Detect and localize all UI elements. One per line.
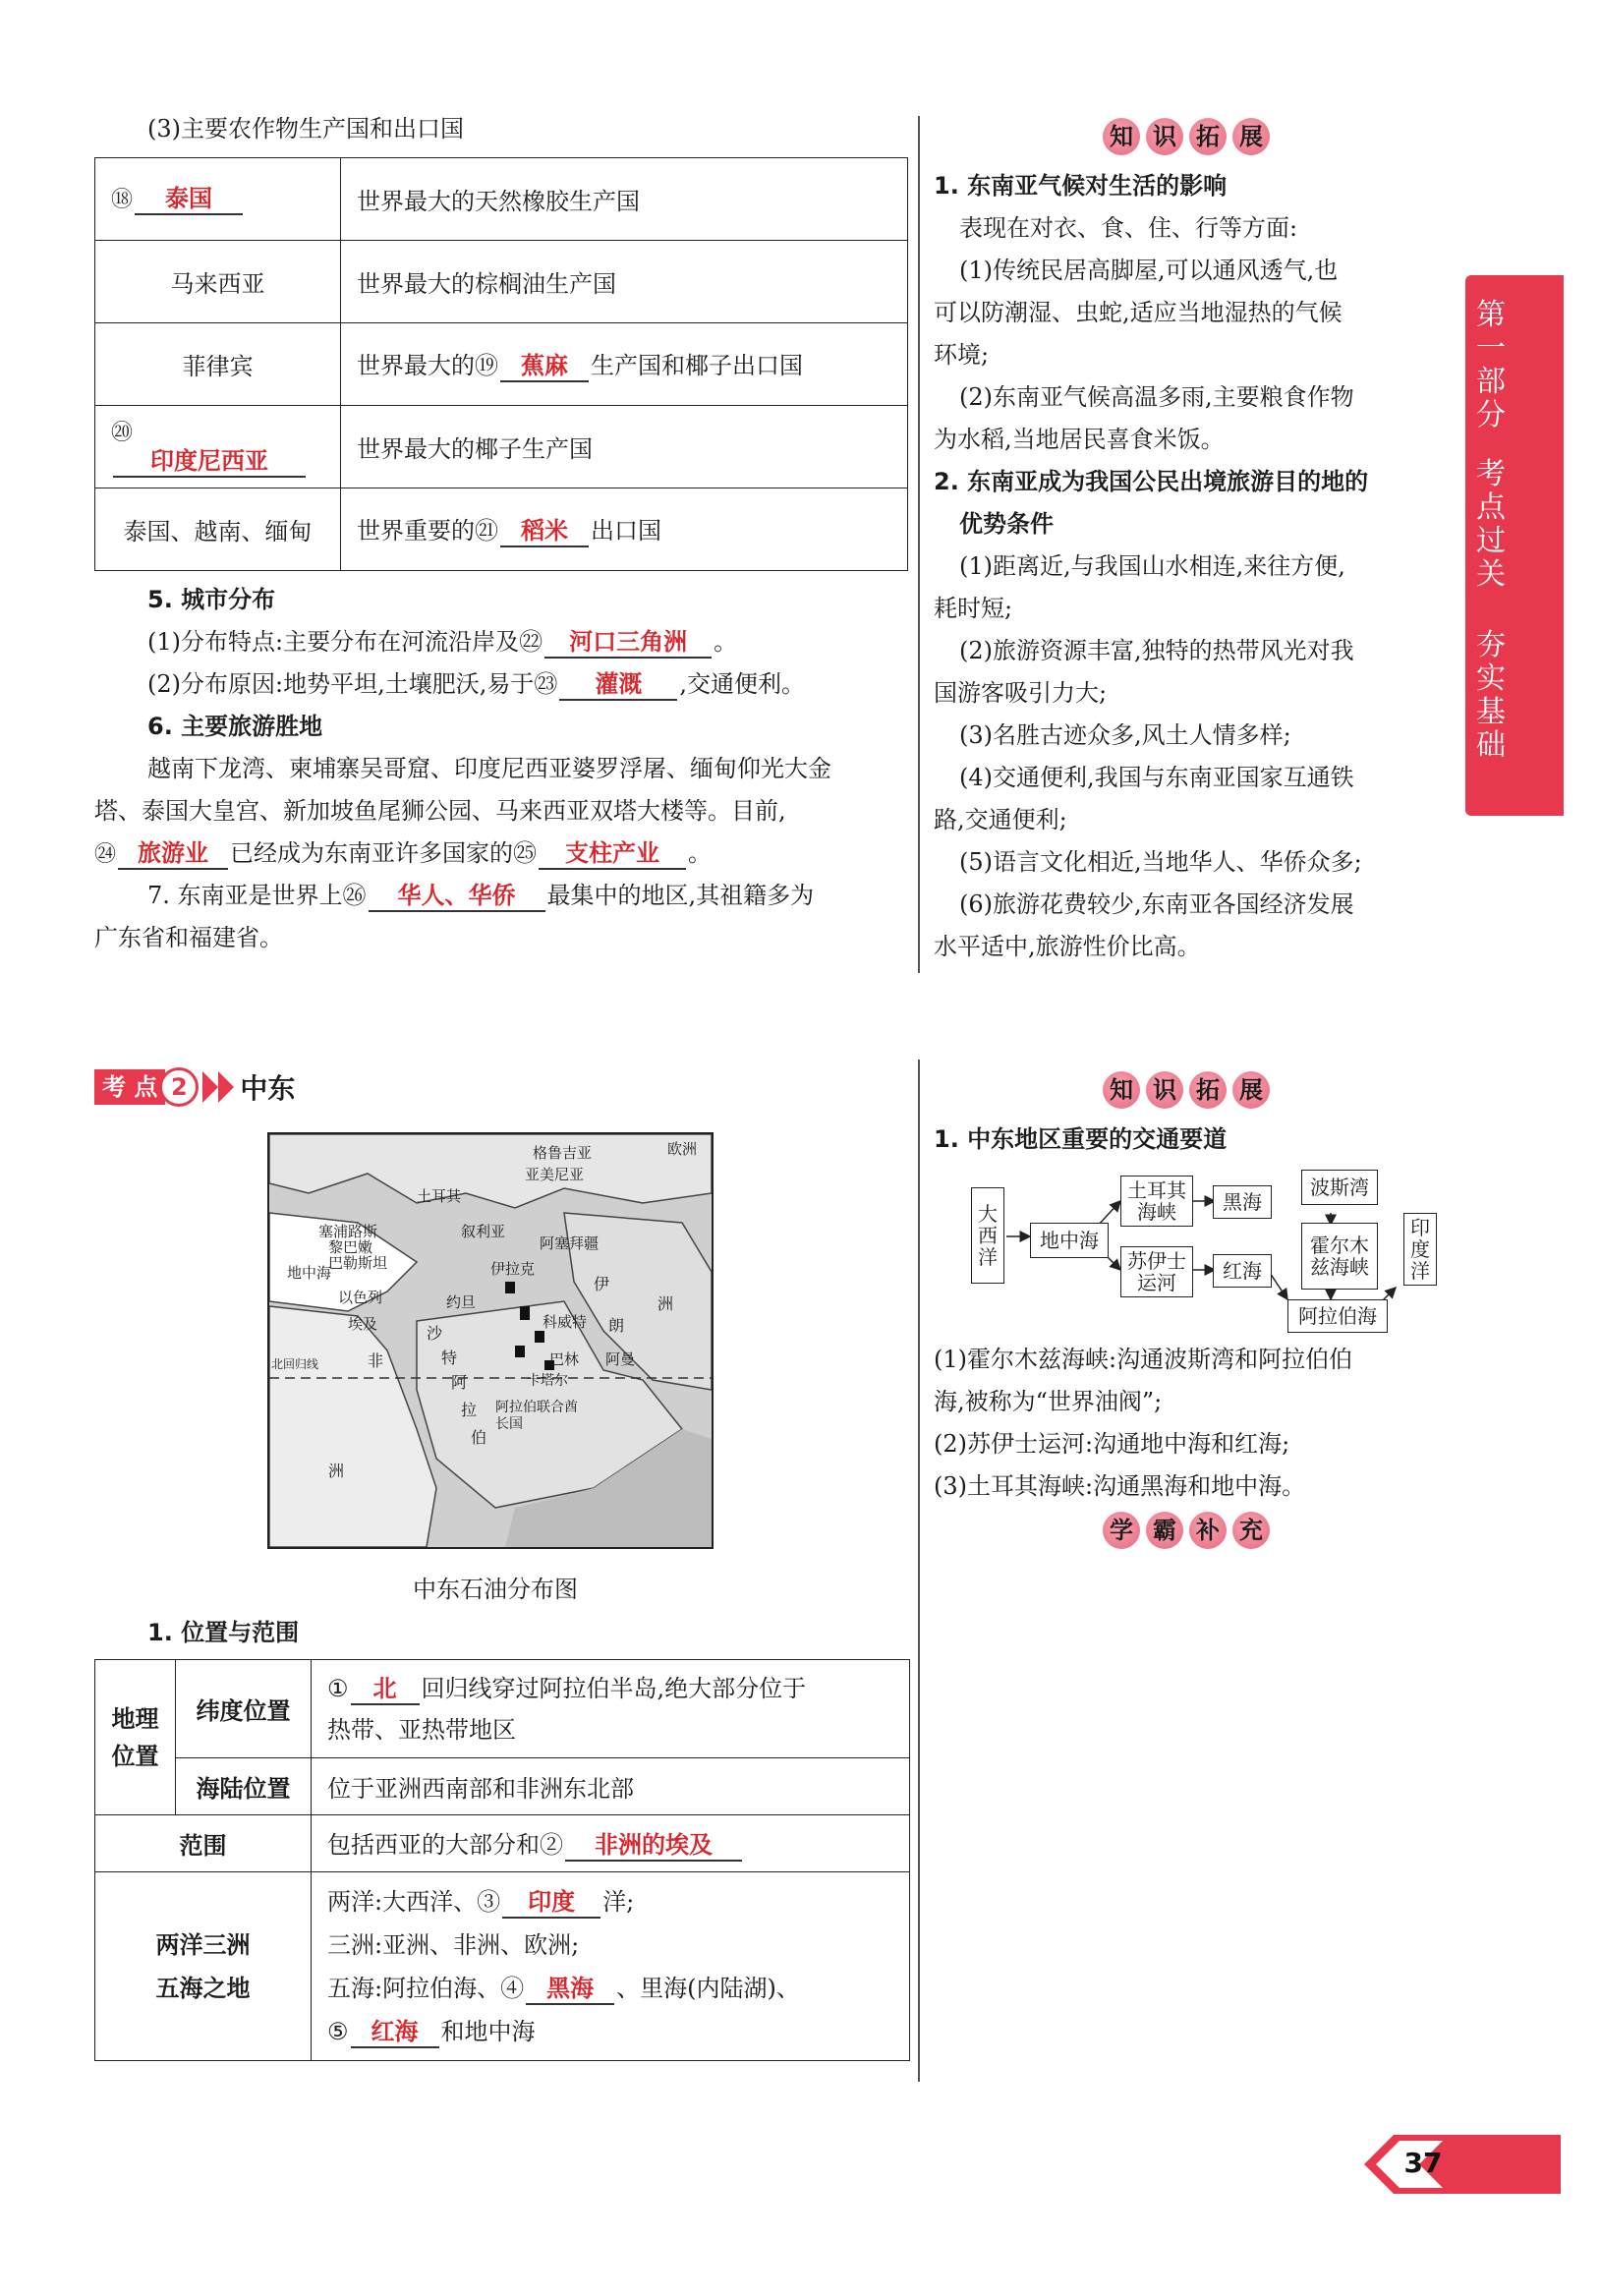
middle-east-oil-map: [267, 1132, 714, 1549]
map-label: 朗: [608, 1316, 625, 1335]
position-table: [94, 1659, 910, 2061]
note-line: 表现在对衣、食、住、行等方面:: [959, 214, 1298, 242]
table-row: [95, 1758, 910, 1815]
page-number: 37: [1403, 2147, 1443, 2179]
table-row: [95, 1815, 910, 1872]
map-label: 科威特: [543, 1313, 588, 1331]
map-label: 非: [368, 1351, 384, 1370]
table-row: [95, 241, 908, 323]
note-line: (1)传统民居高脚屋,可以通风透气,也: [959, 257, 1339, 284]
kaodian-label: 考 点: [94, 1069, 165, 1105]
badge-supplement: 学 霸 补 充: [1103, 1512, 1270, 1549]
note-line: 优势条件: [959, 510, 1054, 538]
flow-box-hormuz: 霍尔木兹海峡: [1301, 1223, 1378, 1290]
note-line: (2)东南亚气候高温多雨,主要粮食作物: [959, 383, 1354, 411]
map-label: 叙利亚: [461, 1223, 506, 1240]
table-row: [95, 1660, 910, 1758]
note-line: 1. 东南亚气候对生活的影响: [934, 172, 1228, 200]
five-seas-text: 两洋:大西洋、③ 印度 洋; 三洲:亚洲、非洲、欧洲; 五海:阿拉伯海、④ 黑海 、里海(内陆湖)、 ⑤ 红海 和地中海: [312, 1872, 910, 2061]
tour-line-2: 塔、泰国大皇宫、新加坡鱼尾狮公园、马来西亚双塔大楼等。目前,: [94, 797, 786, 825]
note-line: (2)旅游资源丰富,独特的热带风光对我: [959, 637, 1354, 664]
column-divider: [918, 116, 920, 973]
map-label: 沙: [427, 1324, 443, 1343]
map-graphic: [269, 1134, 712, 1547]
flow-box-atlantic: 大西洋: [971, 1187, 1004, 1284]
table-row: [95, 323, 908, 406]
city-line-1: (1)分布特点:主要分布在河流沿岸及㉒ 河口三角洲 。: [147, 621, 737, 663]
crop-cell-desc: 世界最大的棕榈油生产国: [341, 241, 908, 323]
lat-label: 纬度位置: [176, 1660, 312, 1758]
crop-cell-desc: 世界最大的椰子生产国: [341, 406, 908, 488]
note-line: (4)交通便利,我国与东南亚国家互通铁: [959, 764, 1354, 791]
sidebar-text-1: 第一部分: [1476, 298, 1506, 432]
crop-cell-country: 菲律宾: [95, 323, 341, 406]
note-line: 为水稻,当地居民喜食米饭。: [934, 426, 1225, 453]
note-line: 国游客吸引力大;: [934, 679, 1108, 707]
flow-box-med: 地中海: [1030, 1223, 1109, 1258]
crop-cell-country: ⑳印度尼西亚: [95, 406, 341, 488]
note-line: 水平适中,旅游性价比高。: [934, 933, 1201, 960]
map-label: 以色列: [338, 1289, 383, 1306]
map-label: 伯: [471, 1428, 487, 1447]
p7-line-2: 广东省和福建省。: [94, 924, 283, 951]
note-line: (6)旅游花费较少,东南亚各国经济发展: [959, 890, 1354, 918]
p7-line-1: 7. 东南亚是世界上㉖ 华人、华侨 最集中的地区,其祖籍多为: [147, 875, 814, 917]
range-text: 包括西亚的大部分和② 非洲的埃及: [312, 1815, 910, 1872]
map-label: 拉: [461, 1401, 478, 1419]
flow-box-turkey: 土耳其海峡: [1120, 1176, 1193, 1227]
note-line: 可以防潮湿、虫蛇,适应当地湿热的气候: [934, 299, 1343, 326]
map-label: 黎巴嫩: [328, 1238, 373, 1256]
crop-cell-country: 马来西亚: [95, 241, 341, 323]
note-line: 2. 东南亚成为我国公民出境旅游目的地的: [934, 468, 1369, 495]
crop-cell-country: 泰国、越南、缅甸: [95, 488, 341, 571]
map-label: 巴林: [549, 1350, 580, 1368]
double-arrow-icon: [200, 1069, 240, 1105]
tour-title: 6. 主要旅游胜地: [147, 713, 323, 740]
city-title: 5. 城市分布: [147, 586, 276, 613]
note-line: (1)距离近,与我国山水相连,来往方便,: [959, 552, 1345, 580]
map-label: 特: [441, 1349, 458, 1367]
map-label: 卡塔尔: [527, 1373, 568, 1389]
crop-cell-country: ⑱ 泰国: [95, 158, 341, 241]
sidebar-text-3: 夯实基础: [1476, 628, 1506, 763]
crop-subtitle: (3)主要农作物生产国和出口国: [147, 115, 464, 143]
map-label: 亚美尼亚: [525, 1166, 585, 1183]
sea-label: 海陆位置: [176, 1758, 312, 1815]
table-row: [95, 158, 908, 241]
map-label: 格鲁吉亚: [533, 1144, 593, 1162]
note-line: 海,被称为“世界油阀”;: [934, 1388, 1163, 1415]
map-label: 埃及: [348, 1315, 378, 1333]
map-label: 阿拉伯联合酋长国: [495, 1400, 578, 1432]
city-line-2: (2)分布原因:地势平坦,土壤肥沃,易于㉓ 灌溉 ,交通便利。: [147, 663, 805, 706]
crop-cell-desc: 世界最大的⑲ 蕉麻 生产国和椰子出口国: [341, 323, 908, 406]
table-row: [95, 488, 908, 571]
map-label: 伊: [594, 1275, 610, 1293]
crop-cell-desc: 世界重要的㉑ 稻米 出口国: [341, 488, 908, 571]
note-line: (3)名胜古迹众多,风土人情多样;: [959, 721, 1291, 749]
note-line: (2)苏伊士运河:沟通地中海和红海;: [934, 1430, 1290, 1458]
map-label: 阿曼: [605, 1350, 636, 1368]
sidebar-text-2: 考点过关: [1476, 457, 1506, 592]
table-row: [95, 1872, 910, 2061]
note-line: 环境;: [934, 341, 990, 369]
kaodian-header: [94, 1067, 295, 1107]
map-label: 塞浦路斯: [318, 1223, 378, 1240]
flow-box-black: 黑海: [1213, 1185, 1272, 1219]
map-label: 欧洲: [667, 1140, 698, 1158]
kaodian-title: 中东: [240, 1072, 296, 1105]
note-line: (5)语言文化相近,当地华人、华侨众多;: [959, 848, 1362, 876]
note-line: 路,交通便利;: [934, 806, 1067, 833]
crop-cell-desc: 世界最大的天然橡胶生产国: [341, 158, 908, 241]
note-line: (1)霍尔木兹海峡:沟通波斯湾和阿拉伯伯: [934, 1346, 1353, 1373]
position-title: 1. 位置与范围: [147, 1619, 300, 1646]
range-label: 范围: [95, 1815, 312, 1872]
map-label: 洲: [328, 1462, 345, 1480]
map-label: 阿: [451, 1373, 468, 1392]
tour-line-1: 越南下龙湾、柬埔寨吴哥窟、印度尼西亚婆罗浮屠、缅甸仰光大金: [147, 755, 831, 782]
table-row: [95, 406, 908, 488]
map-label: 伊拉克: [490, 1260, 536, 1278]
badge-knowledge-expand: 知 识 拓 展: [1103, 118, 1270, 155]
note-line: 耗时短;: [934, 595, 1013, 622]
tour-line-3: ㉔ 旅游业 已经成为东南亚许多国家的㉕ 支柱产业 。: [94, 832, 712, 876]
flow-box-indian: 印度洋: [1403, 1213, 1437, 1286]
map-label: 北回归线: [271, 1357, 319, 1371]
geo-label: 地理位置: [95, 1660, 176, 1815]
badge-knowledge-expand-2: 知 识 拓 展: [1103, 1071, 1270, 1109]
flow-box-arabian: 阿拉伯海: [1287, 1299, 1388, 1333]
column-divider: [918, 1060, 920, 2082]
map-label: 巴勒斯坦: [328, 1254, 388, 1272]
map-label: 阿塞拜疆: [540, 1234, 600, 1252]
page-number-tab: [1364, 2135, 1561, 2194]
chapter-sidebar: [1465, 275, 1564, 816]
sea-text: 位于亚洲西南部和非洲东北部: [312, 1758, 910, 1815]
flow-box-suez: 苏伊士运河: [1120, 1246, 1193, 1297]
flow-box-persian: 波斯湾: [1301, 1170, 1378, 1205]
map-label: 土耳其: [417, 1187, 462, 1205]
map-label: 地中海: [287, 1264, 332, 1282]
five-seas-label: 两洋三洲 五海之地: [95, 1872, 312, 2061]
climate-travel-notes: [934, 165, 1455, 968]
lat-text: ① 北 回归线穿过阿拉伯半岛,绝大部分位于 热带、亚热带地区: [312, 1660, 910, 1758]
note-line: (3)土耳其海峡:沟通黑海和地中海。: [934, 1472, 1306, 1500]
map-caption: 中东石油分布图: [413, 1576, 578, 1603]
kaodian-number: 2: [159, 1067, 199, 1107]
page-tab-shape: [1364, 2135, 1561, 2194]
map-label: 约旦: [446, 1293, 477, 1311]
flow-box-red: 红海: [1213, 1254, 1272, 1288]
flow-title: 1. 中东地区重要的交通要道: [934, 1125, 1228, 1153]
map-label: 洲: [657, 1294, 674, 1313]
crop-table: [94, 157, 908, 571]
flow-notes: [934, 1339, 1455, 1508]
